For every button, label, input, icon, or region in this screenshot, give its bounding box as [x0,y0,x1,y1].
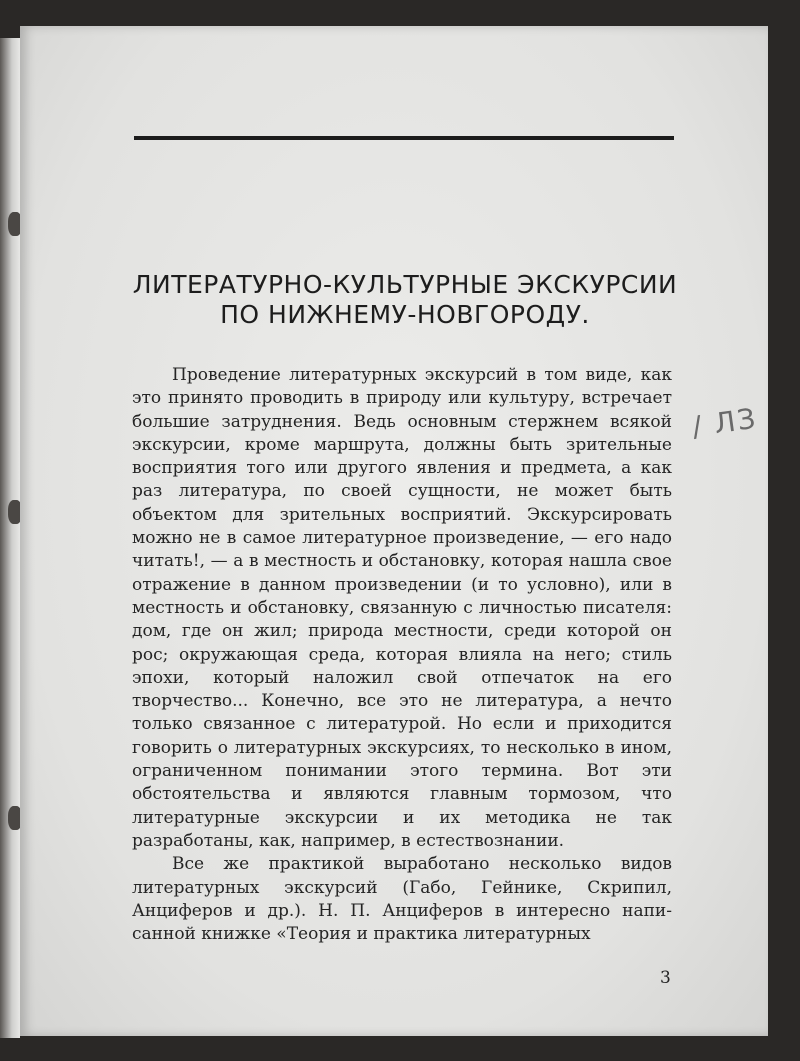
page-number: 3 [660,968,671,988]
chapter-title-line-1: ЛИТЕРАТУРНО-КУЛЬТУРНЫЕ ЭКСКУРСИИ [132,270,678,299]
chapter-title [120,270,690,330]
previous-page-edge [0,38,20,1038]
body-text [132,364,672,946]
paragraph: Все же практикой выработано несколько видов литературных экскурсий (Габо, Гейнике, Скрипил, Анциферов и др.). Н. П. Анциферов в интересно написанной книжке «Теория и практика литературных [132,854,672,945]
paragraph: Проведение литературных экскурсий в том виде, как это принято проводить в природу или культуру, встречает большие затруднения. Ведь основным стержнем всякой экскурсии, кроме маршрута, должны быть зрительные восприятия того или другого явления и предмета, а как раз литература, по своей сущности, не может быть объектом для зрительных восприятий. Экскурсировать можно не в самое литературное произведение, — его надо читать!, — а в местность и обстановку, которая нашла свое отражение в данном произведении (и то условно), или в местность и обстановку, связанную с личностью писателя: дом, где он жил; природа местности, среди которой он рос; окружающая среда, которая влияла на него; стиль эпохи, который наложил свой отпечаток на его творчество... Конечно, все это не литература, а нечто только связанное с литературой. Но если и приходится говорить о литературных экскурсиях, то несколько в ином, ограниченном понимании этого термина. Вот эти обстоятельства и являются главным тормозом, что литературные экскурсии и их методика не так разработаны, как, например, в естествознании. [132,365,672,851]
book-page [20,26,768,1036]
header-rule [134,136,674,140]
handwritten-margin-note: / ЛЗ [690,401,760,444]
chapter-title-line-2: ПО НИЖНЕМУ-НОВГОРОДУ. [220,300,590,329]
